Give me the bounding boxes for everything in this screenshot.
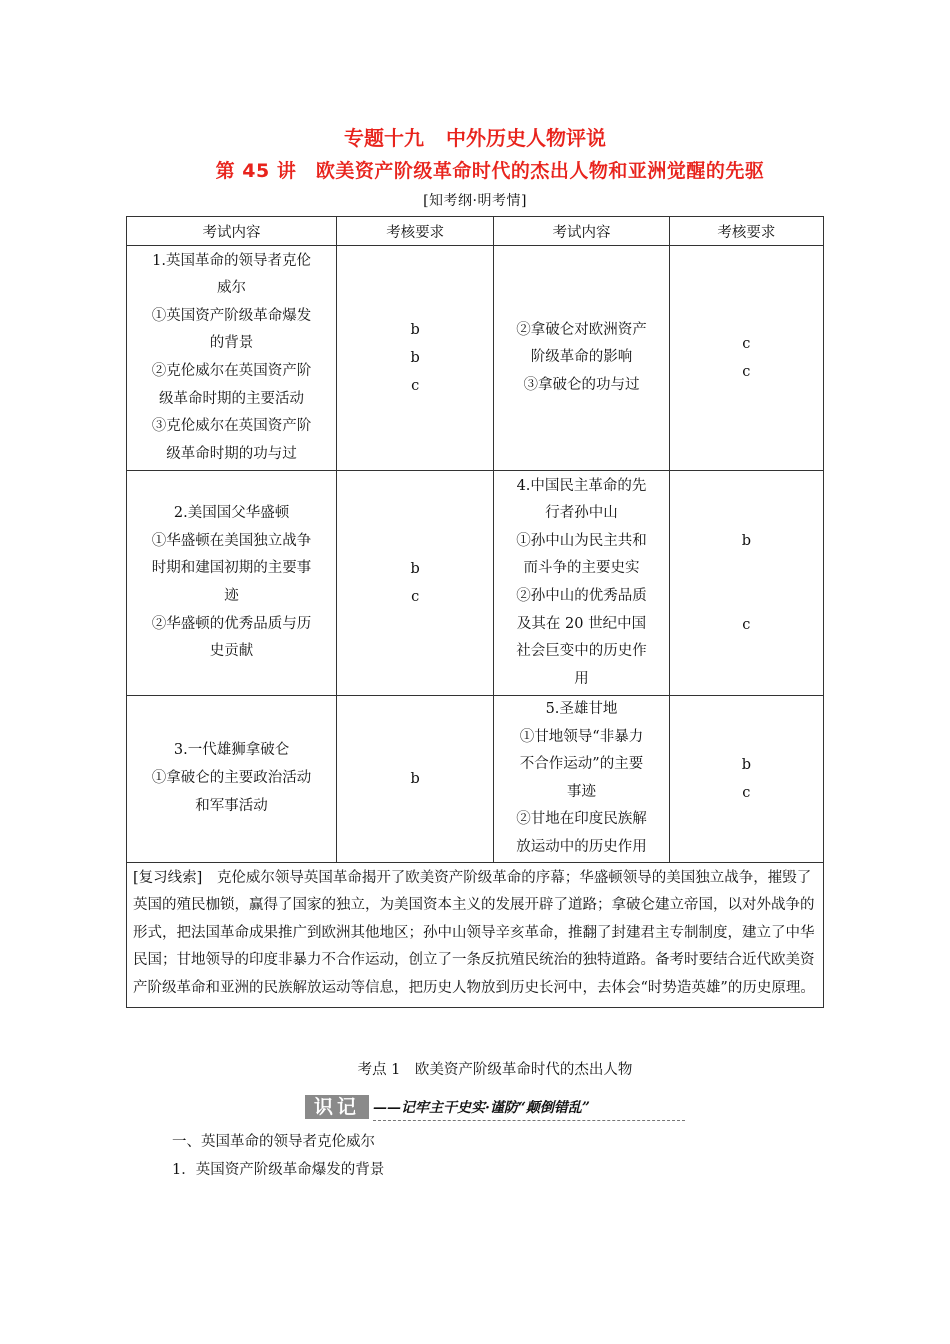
header-cell: 考试内容 — [494, 217, 669, 246]
content-cell: 5.圣雄甘地 ①甘地领导“非暴力 不合作运动”的主要 事迹 ②甘地在印度民族解 放运动中的历史作用 — [494, 696, 669, 863]
grade-cell: b — [337, 696, 494, 863]
header-cell: 考试内容 — [127, 217, 337, 246]
section-subtitle: [知考纲·明考情] — [423, 193, 527, 209]
summary-row — [127, 862, 824, 1007]
table-row — [127, 471, 824, 696]
memorize-text: ——记牢主干史实·谨防“颠倒错乱” — [373, 1100, 590, 1116]
topic-title: 专题十九 中外历史人物评说 — [344, 126, 606, 150]
lecture-title: 第 45 讲 欧美资产阶级革命时代的杰出人物和亚洲觉醒的先驱 — [215, 160, 765, 182]
content-cell: 4.中国民主革命的先 行者孙中山 ①孙中山为民主共和 而斗争的主要史实 ②孙中山的优秀品质 及其在 20 世纪中国 社会巨变中的历史作 用 — [494, 471, 669, 696]
header-cell: 考核要求 — [669, 217, 823, 246]
memorize-label: 识记 — [305, 1095, 369, 1119]
table-header-row — [127, 217, 824, 246]
section-heading: 一、英国革命的领导者克伦威尔 — [172, 1134, 375, 1150]
grade-cell: c c — [669, 246, 823, 471]
content-cell: 2.美国国父华盛顿 ①华盛顿在美国独立战争 时期和建国初期的主要事 迹 ②华盛顿的优秀品质与历 史贡献 — [127, 471, 337, 696]
table-row — [127, 696, 824, 863]
exam-requirements-table — [126, 216, 824, 1008]
subsection-heading: 1．英国资产阶级革命爆发的背景 — [172, 1162, 385, 1178]
content-cell: 3.一代雄狮拿破仑 ①拿破仑的主要政治活动 和军事活动 — [127, 696, 337, 863]
dashed-divider — [373, 1120, 685, 1121]
content-cell: ②拿破仑对欧洲资产 阶级革命的影响 ③拿破仑的功与过 — [494, 246, 669, 471]
review-clue-text: [复习线索] 克伦威尔领导英国革命揭开了欧美资产阶级革命的序幕；华盛顿领导的美国独立战争，摧毁了英国的殖民枷锁，赢得了国家的独立，为美国资本主义的发展开辟了道路；拿破仑建立帝国，以对外战争的形式，把法国革命成果推广到欧洲其他地区；孙中山领导辛亥革命，推翻了封建君主专制制度，建立了中华民国；甘地领导的印度非暴力不合作运动，创立了一条反抗殖民统治的独特道路。备考时要结合近代欧美资产阶级革命和亚洲的民族解放运动等信息，把历史人物放到历史长河中，去体会“时势造英雄”的历史原理。 — [127, 862, 824, 1007]
grade-cell: b c — [669, 696, 823, 863]
kaodian-heading: 考点 1 欧美资产阶级革命时代的杰出人物 — [357, 1062, 633, 1078]
header-cell: 考核要求 — [337, 217, 494, 246]
grade-cell: b b c — [337, 246, 494, 471]
grade-cell: b c — [337, 471, 494, 696]
table-row — [127, 246, 824, 471]
content-cell: 1.英国革命的领导者克伦 威尔 ①英国资产阶级革命爆发 的背景 ②克伦威尔在英国资产阶 级革命时期的主要活动 ③克伦威尔在英国资产阶 级革命时期的功与过 — [127, 246, 337, 471]
grade-cell: b c — [669, 471, 823, 696]
